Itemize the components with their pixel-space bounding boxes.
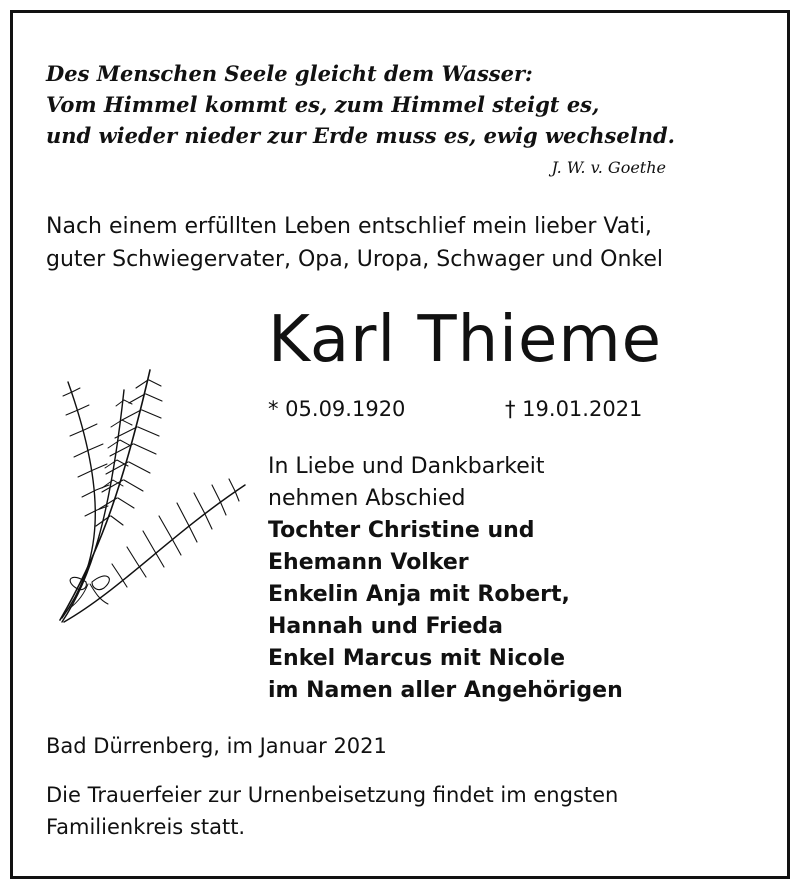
intro-text: [46, 210, 663, 276]
birth-date: * 05.09.1920: [268, 397, 406, 421]
mourner-name: Enkel Marcus mit Nicole: [268, 646, 566, 671]
mourner-name: im Namen aller Angehörigen: [268, 678, 623, 703]
funeral-note: Die Trauerfeier zur Urnenbeisetzung findet im engsten Familienkreis statt.: [46, 783, 619, 839]
deceased-name: Karl Thieme: [268, 303, 663, 377]
quote-line: und wieder nieder zur Erde muss es, ewig wechselnd.: [46, 123, 675, 148]
mourner-name: Tochter Christine und: [268, 518, 535, 543]
mourners-intro-line: nehmen Abschied: [268, 486, 466, 511]
mourners-intro-line: In Liebe und Dankbarkeit: [268, 454, 545, 479]
mourner-name: Ehemann Volker: [268, 550, 469, 575]
intro-line: guter Schwiegervater, Opa, Uropa, Schwager und Onkel: [46, 247, 664, 272]
intro-line: Nach einem erfüllten Leben entschlief mein lieber Vati,: [46, 214, 652, 239]
mourners-block: [268, 451, 623, 707]
goethe-quote: [46, 58, 675, 151]
life-dates: [268, 395, 643, 423]
death-date: † 19.01.2021: [505, 397, 643, 421]
quote-author: J. W. v. Goethe: [551, 158, 666, 177]
quote-line: Vom Himmel kommt es, zum Himmel steigt es,: [46, 92, 600, 117]
fern-bouquet-icon: [40, 360, 260, 650]
quote-line: Des Menschen Seele gleicht dem Wasser:: [46, 61, 533, 86]
mourner-name: Enkelin Anja mit Robert,: [268, 582, 570, 607]
mourner-name: Hannah und Frieda: [268, 614, 504, 639]
place-and-date: Bad Dürrenberg, im Januar 2021: [46, 734, 387, 758]
